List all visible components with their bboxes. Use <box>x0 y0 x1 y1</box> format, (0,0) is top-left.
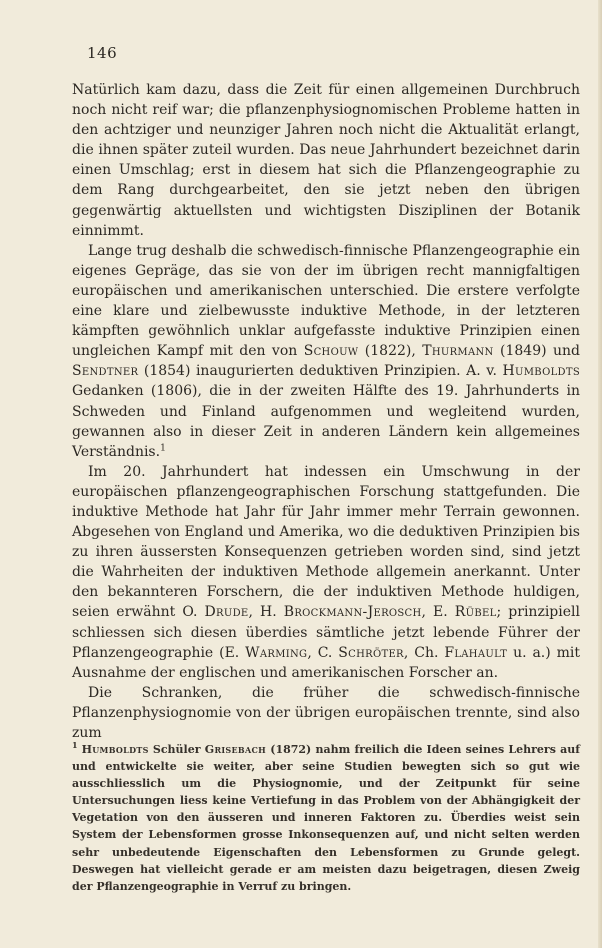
text-run: Gedanken (1806), die in der zweiten Hälfte des 19. Jahrhunderts in Schweden und Finland aufgenommen und wegleitend wurden, gewannen also in dieser Zeit in anderen Ländern kein allgemeines Verständnis. <box>72 383 580 460</box>
author-name: Humboldts <box>81 743 149 756</box>
text-run: , Ch. <box>403 644 445 661</box>
text-run: ; prinzipiell schliessen sich diesen überdies sämtliche jetzt lebende Führer der Pflanzengeographie (E. <box>72 604 580 661</box>
text-run: Im 20. Jahrhundert hat indessen ein Umschwung in der europäischen pflanzengeographischen Forschung stattgefunden. Die induktive Methode hat Jahr für Jahr immer mehr Terrain gewonnen. Abgesehen von England und Amerika, wo die deduktiven Prinzipien bis zu ihren äussersten Konsequenzen getrieben worden sind, sind jetzt die Wahrheiten der induktiven Methode allgemein anerkannt. Unter den bekannteren Forschern, die der induktiven Methode huldigen, seien erwähnt O. <box>72 463 580 621</box>
body-text <box>72 80 580 743</box>
page-edge <box>598 0 602 948</box>
paragraph-3 <box>72 462 580 683</box>
author-name: Rübel <box>454 604 497 621</box>
author-name: Sendtner <box>72 363 139 380</box>
text-run: Schüler <box>148 743 205 756</box>
paragraph-1 <box>72 80 580 241</box>
author-name: Brockmann-Jerosch <box>283 604 422 621</box>
author-name: Schouw <box>303 343 359 360</box>
author-name: Warming <box>245 644 308 661</box>
text-run: (1872) nahm freilich die Ideen seines Lehrers auf und entwickelte sie weiter, aber seine Studien bewegten sich so gut wie ausschliesslich um die Physiognomie, und der Zeitpunkt für seine Untersuchungen liess keine Vertiefung in das Problem von der Abhängigkeit der Vegetation von den äusseren und inneren Faktoren zu. Überdies weist sein System der Lebensformen grosse Inkonsequenzen auf, und nicht selten werden sehr unbedeutende Eigenschaften den Lebensformen zu Grunde gelegt. Deswegen hat vielleicht gerade er am meisten dazu beigetragen, diesen Zweig der Pflanzengeographie in Verruf zu bringen. <box>72 743 580 893</box>
author-name: Schröter <box>338 644 404 661</box>
text-run: (1854) inaugurierten deduktiven Prinzipien. A. v. <box>138 363 503 380</box>
paragraph-4 <box>72 683 580 743</box>
footnote <box>72 741 580 895</box>
text-run: u. a.) mit Ausnahme der englischen und amerikanischen Forscher an. <box>72 644 581 681</box>
author-name: Flahault <box>444 644 508 661</box>
text-run: Die Schranken, die früher die schwedisch-finnische Pflanzenphysiognomie von der übrigen europäischen trennte, sind also zum <box>72 684 580 741</box>
author-name: Humboldts <box>502 363 580 380</box>
text-run: Lange trug deshalb die schwedisch-finnische Pflanzengeographie ein eigenes Gepräge, das sie von der im übrigen recht mannigfaltigen europäischen und amerikanischen unterschied. Die erstere verfolgte eine klare und zielbewusste induktive Methode, in der letzteren kämpften gewöhnlich unklar aufgefasste induktive Prinzipien einen ungleichen Kampf mit den von <box>72 242 580 360</box>
text-run: , E. <box>421 604 455 621</box>
text-run: Natürlich kam dazu, dass die Zeit für einen allgemeinen Durchbruch noch nicht reif war; die pflanzenphysiognomischen Probleme hatten in den achtziger und neunziger Jahren noch nicht die Aktualität erlangt, die ihnen später zuteil wurden. Das neue Jahrhundert bezeichnet darin einen Umschlag; erst in diesem hat sich die Pflanzengeographie zu dem Rang durchgearbeitet, den sie jetzt neben den übrigen gegenwärtig aktuellsten und wichtigsten Disziplinen der Botanik einnimmt. <box>72 82 580 239</box>
text-run: (1822), <box>358 343 423 360</box>
footnote-reference[interactable]: 1 <box>160 443 166 454</box>
page-number: 146 <box>87 44 118 62</box>
text-run: (1849) und <box>493 343 580 360</box>
text-run: , C. <box>307 644 339 661</box>
text-run: , H. <box>248 604 284 621</box>
author-name: Thurmann <box>422 343 494 360</box>
author-name: Grisebach <box>204 743 267 756</box>
paragraph-2 <box>72 241 580 462</box>
author-name: Drude <box>204 604 249 621</box>
footnote-marker: 1 <box>72 740 78 751</box>
